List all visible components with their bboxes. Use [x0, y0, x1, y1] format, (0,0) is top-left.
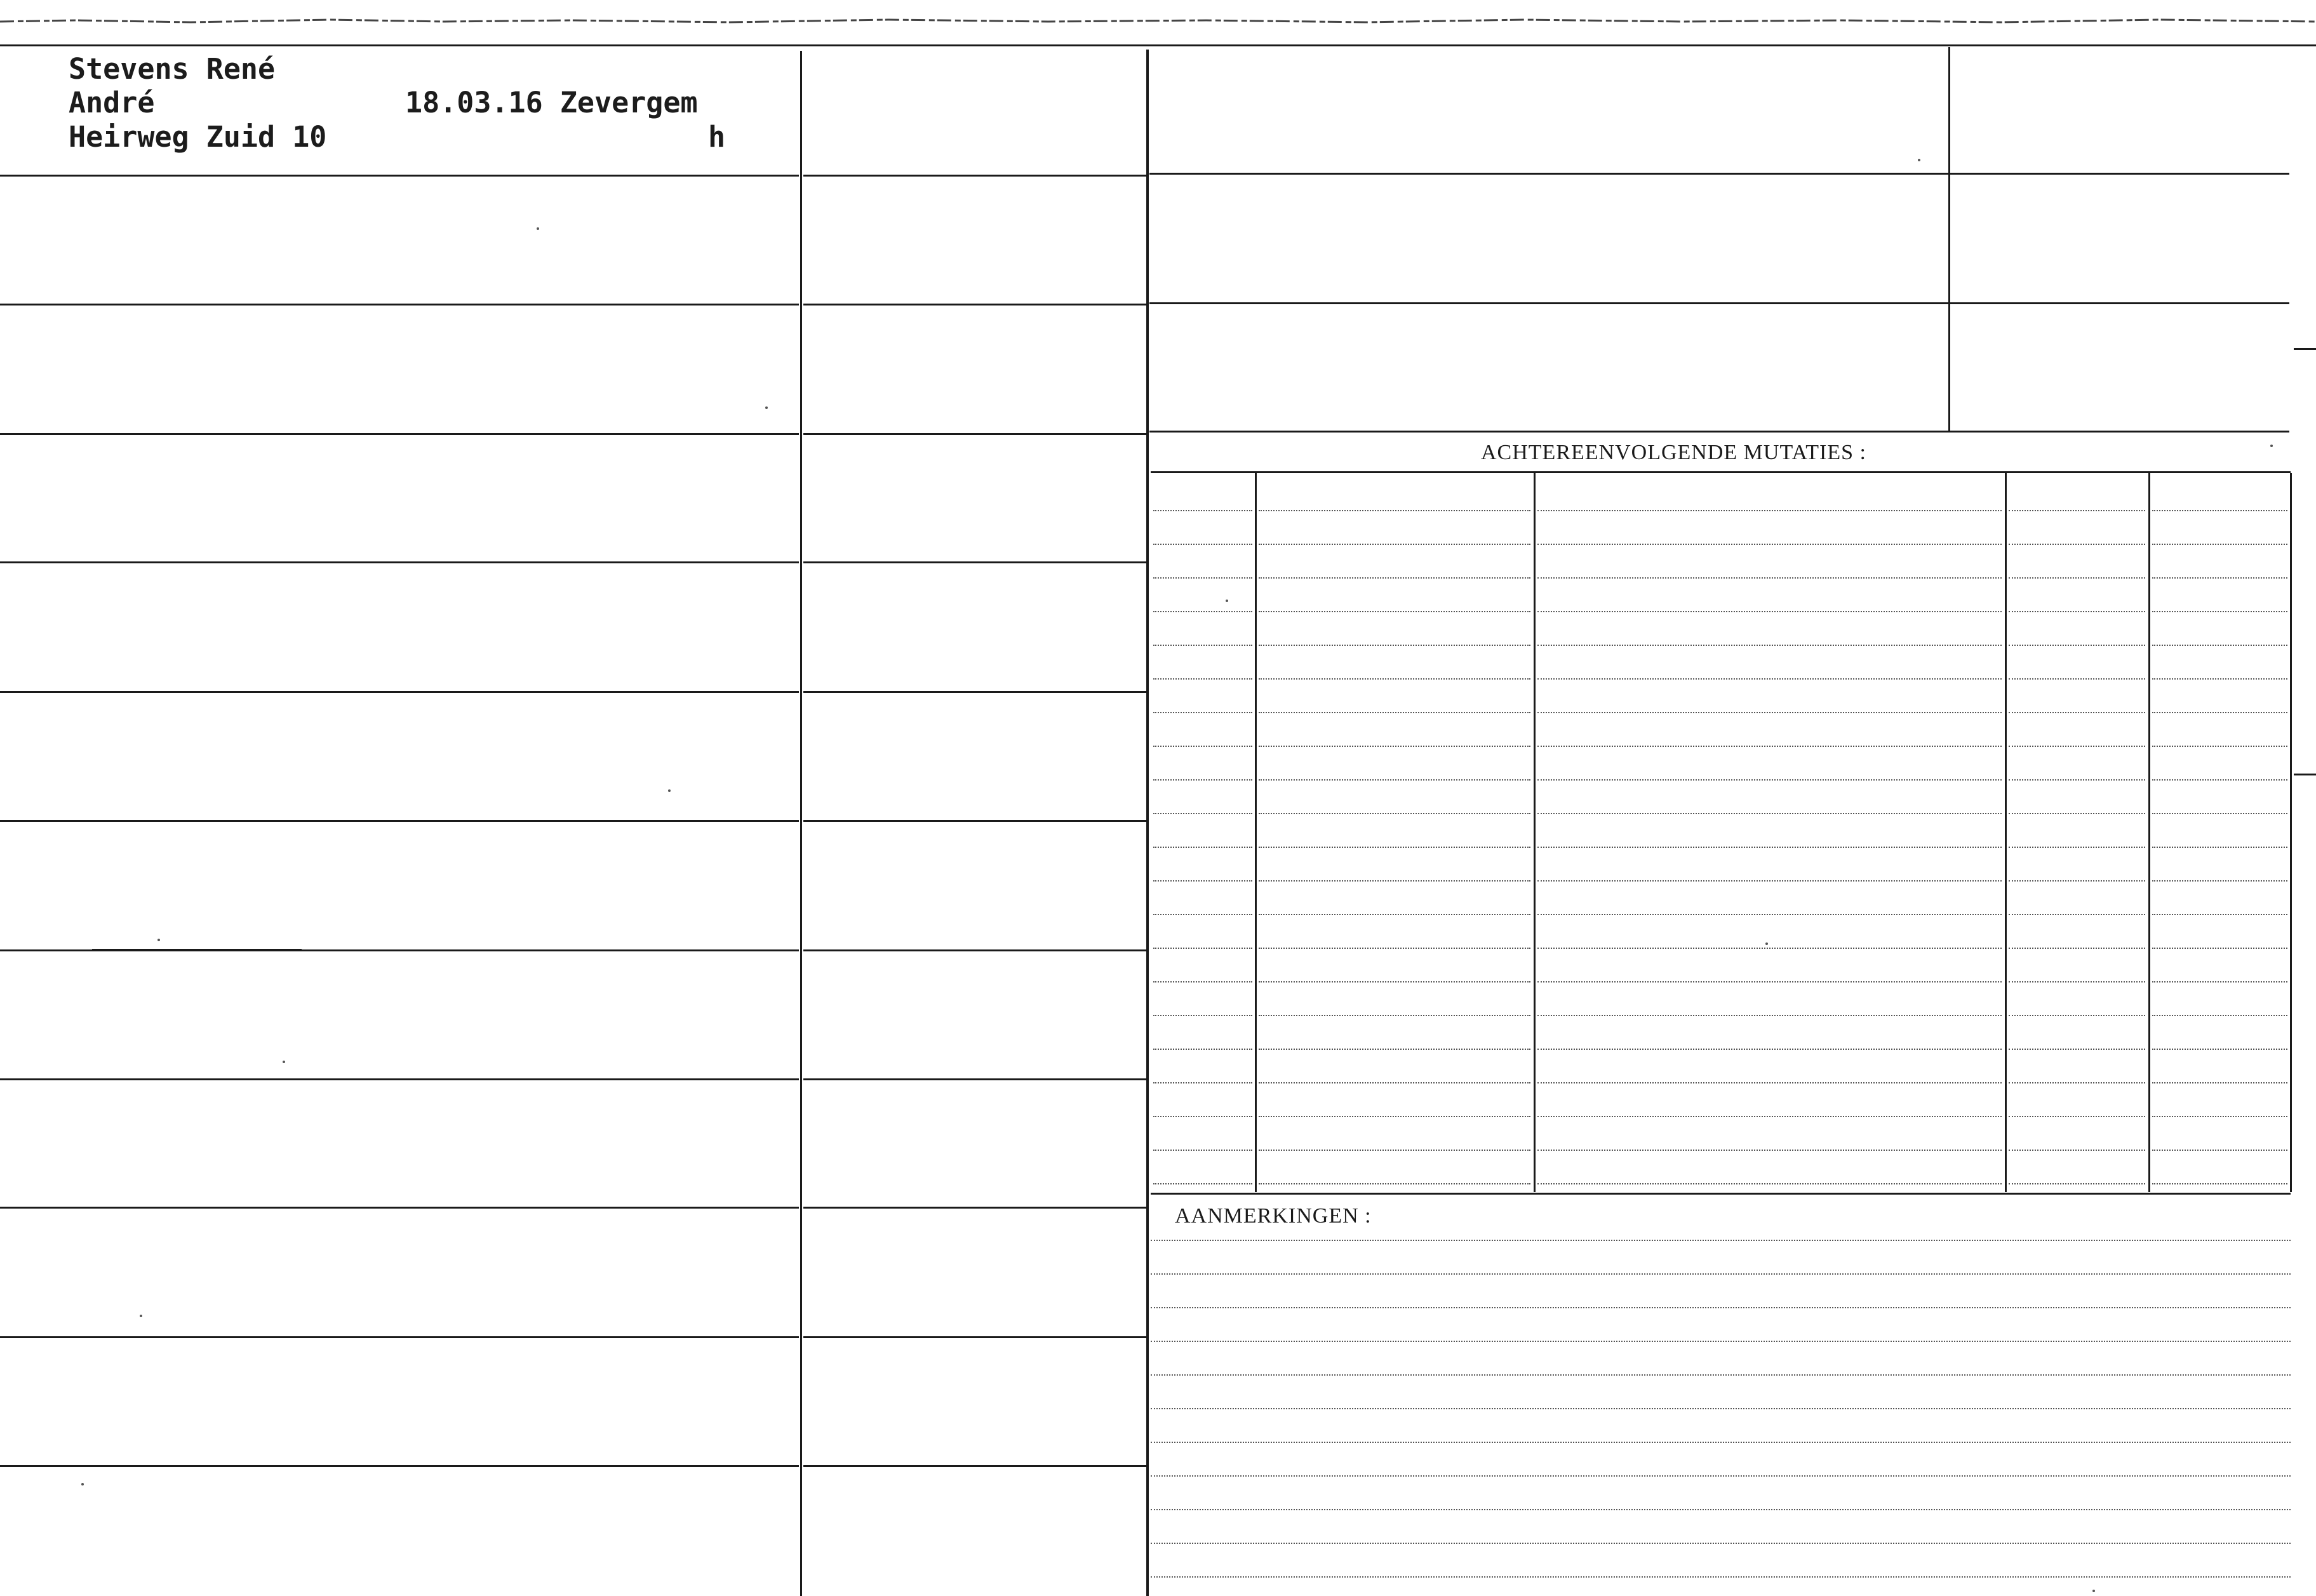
mutation-ruled-line	[2009, 645, 2145, 646]
header-row-rule	[1149, 173, 2289, 175]
left-row-rule	[0, 1078, 799, 1080]
mutation-ruled-line	[2152, 510, 2287, 511]
middle-row-rule	[803, 949, 1146, 951]
mutation-ruled-line	[1259, 1116, 1530, 1117]
mutation-ruled-line	[2152, 1082, 2287, 1083]
mutation-ruled-line	[1153, 880, 1252, 882]
mutation-ruled-line	[2009, 914, 2145, 915]
mutation-ruled-line	[1259, 914, 1530, 915]
mutation-ruled-line	[1259, 510, 1530, 511]
mutation-ruled-line	[1259, 1015, 1530, 1016]
remark-ruled-line	[1151, 1374, 2291, 1376]
scan-speck	[140, 1315, 142, 1317]
remark-ruled-line	[1151, 1543, 2291, 1544]
scan-speck	[81, 1483, 84, 1485]
remark-ruled-line	[1151, 1307, 2291, 1308]
scan-speck	[537, 227, 539, 230]
mutation-ruled-line	[1259, 813, 1530, 814]
remark-ruled-line	[1151, 1442, 2291, 1443]
margin-tick	[2294, 348, 2316, 350]
mutation-ruled-line	[1259, 611, 1530, 612]
mutation-ruled-line	[1153, 611, 1252, 612]
mutation-ruled-line	[2009, 712, 2145, 713]
mutation-ruled-line	[1259, 1082, 1530, 1083]
mutation-ruled-line	[1259, 678, 1530, 680]
mutation-ruled-line	[2152, 779, 2287, 781]
remark-ruled-line	[1151, 1408, 2291, 1409]
mutation-ruled-line	[1537, 948, 2002, 949]
header-divider	[1948, 47, 1950, 431]
left-row-rule	[0, 561, 799, 563]
mutation-ruled-line	[1537, 914, 2002, 915]
left-column-divider	[800, 51, 802, 1596]
mutation-ruled-line	[1153, 544, 1252, 545]
mutation-ruled-line	[2152, 914, 2287, 915]
mutation-ruled-line	[2009, 510, 2145, 511]
scan-speck	[1226, 600, 1228, 602]
mutation-ruled-line	[2152, 611, 2287, 612]
remark-ruled-line	[1151, 1475, 2291, 1477]
middle-row-rule	[803, 304, 1146, 305]
header-row-rule	[1149, 431, 2289, 433]
mutation-ruled-line	[1153, 645, 1252, 646]
left-row-rule	[0, 1336, 799, 1338]
mutation-ruled-line	[1153, 577, 1252, 579]
mutation-ruled-line	[1153, 1015, 1252, 1016]
mutation-ruled-line	[2152, 847, 2287, 848]
mutation-ruled-line	[1153, 510, 1252, 511]
scan-speck	[157, 939, 160, 941]
mutations-col-divider	[2005, 473, 2007, 1192]
mutation-ruled-line	[1259, 948, 1530, 949]
mutation-ruled-line	[1153, 914, 1252, 915]
mutation-ruled-line	[2152, 1049, 2287, 1050]
birth-date-place: 18.03.16 Zevergem	[405, 86, 698, 119]
margin-tick	[2294, 774, 2316, 775]
scanned-top-edge	[0, 17, 2316, 25]
top-rule	[0, 44, 2316, 46]
left-row-rule	[0, 1207, 799, 1209]
mutation-ruled-line	[1259, 577, 1530, 579]
mutation-ruled-line	[2152, 678, 2287, 680]
mutation-ruled-line	[1537, 645, 2002, 646]
mutation-ruled-line	[2009, 880, 2145, 882]
mutation-ruled-line	[1153, 948, 1252, 949]
scan-speck	[2270, 445, 2273, 447]
mutation-ruled-line	[2152, 1015, 2287, 1016]
mutation-ruled-line	[1537, 611, 2002, 612]
mutations-col-divider	[1255, 473, 1257, 1192]
mutation-ruled-line	[2009, 948, 2145, 949]
mutation-ruled-line	[2152, 948, 2287, 949]
mutation-ruled-line	[1537, 1116, 2002, 1117]
remark-ruled-line	[1151, 1341, 2291, 1342]
mutation-ruled-line	[1537, 813, 2002, 814]
remark-ruled-line	[1151, 1240, 2291, 1241]
mutations-col-divider	[1534, 473, 1536, 1192]
mutation-ruled-line	[2009, 779, 2145, 781]
mutation-ruled-line	[2152, 880, 2287, 882]
mutation-ruled-line	[1537, 880, 2002, 882]
mutation-ruled-line	[1259, 779, 1530, 781]
mutation-ruled-line	[2152, 746, 2287, 747]
mutation-ruled-line	[2009, 1150, 2145, 1151]
mutation-ruled-line	[1259, 847, 1530, 848]
mutation-ruled-line	[1259, 981, 1530, 982]
mutation-ruled-line	[2152, 1183, 2287, 1184]
left-row-rule	[0, 433, 799, 435]
stray-mark	[92, 949, 302, 951]
mutation-ruled-line	[1153, 847, 1252, 848]
address: Heirweg Zuid 10	[69, 120, 327, 154]
mutations-col-divider	[2148, 473, 2150, 1192]
mutation-ruled-line	[1259, 880, 1530, 882]
mutation-ruled-line	[1537, 1183, 2002, 1184]
mutation-ruled-line	[2152, 544, 2287, 545]
middle-column-divider	[1146, 50, 1149, 1596]
middle-row-rule	[803, 691, 1146, 693]
left-row-rule	[0, 175, 799, 177]
mutation-ruled-line	[2152, 1116, 2287, 1117]
mutation-ruled-line	[1537, 746, 2002, 747]
middle-row-rule	[803, 433, 1146, 435]
mutation-ruled-line	[1537, 1082, 2002, 1083]
mutation-ruled-line	[2009, 577, 2145, 579]
mutation-ruled-line	[1153, 1150, 1252, 1151]
mutation-ruled-line	[2009, 1116, 2145, 1117]
mutation-ruled-line	[2009, 1082, 2145, 1083]
middle-row-rule	[803, 175, 1146, 177]
mutation-ruled-line	[2152, 577, 2287, 579]
mutation-ruled-line	[1537, 544, 2002, 545]
mutation-ruled-line	[2009, 746, 2145, 747]
middle-row-rule	[803, 1078, 1146, 1080]
middle-row-rule	[803, 1207, 1146, 1209]
mutation-ruled-line	[2152, 645, 2287, 646]
middle-row-rule	[803, 561, 1146, 563]
mutation-ruled-line	[1153, 678, 1252, 680]
middle-row-rule	[803, 1336, 1146, 1338]
surname-firstname: Stevens René	[69, 52, 276, 86]
middle-row-rule	[803, 1465, 1146, 1467]
mutation-ruled-line	[1153, 981, 1252, 982]
mutation-ruled-line	[2152, 712, 2287, 713]
mutation-ruled-line	[1537, 712, 2002, 713]
mutation-ruled-line	[1259, 1150, 1530, 1151]
second-name: André	[69, 86, 155, 119]
mutation-ruled-line	[1153, 1116, 1252, 1117]
remark-ruled-line	[1151, 1509, 2291, 1510]
middle-row-rule	[803, 820, 1146, 822]
scan-speck	[2092, 1590, 2095, 1592]
mutation-ruled-line	[1259, 746, 1530, 747]
mutations-col-divider	[2290, 473, 2292, 1192]
mutation-ruled-line	[1153, 813, 1252, 814]
mutation-ruled-line	[1537, 577, 2002, 579]
mutation-ruled-line	[2152, 813, 2287, 814]
remark-ruled-line	[1151, 1576, 2291, 1578]
mutation-ruled-line	[2009, 611, 2145, 612]
mutation-ruled-line	[2152, 981, 2287, 982]
mutation-ruled-line	[1259, 1183, 1530, 1184]
mutation-ruled-line	[1259, 1049, 1530, 1050]
left-row-rule	[0, 691, 799, 693]
mutation-ruled-line	[1537, 1049, 2002, 1050]
scan-speck	[283, 1061, 285, 1063]
header-row-rule	[1149, 302, 2289, 304]
mutation-ruled-line	[1153, 779, 1252, 781]
mutation-ruled-line	[1537, 847, 2002, 848]
mutation-ruled-line	[2009, 1015, 2145, 1016]
mutation-ruled-line	[2009, 981, 2145, 982]
mutation-ruled-line	[2009, 678, 2145, 680]
left-row-rule	[0, 304, 799, 305]
remarks-heading: AANMERKINGEN :	[1175, 1204, 1372, 1228]
scan-speck	[765, 406, 768, 409]
left-row-rule	[0, 820, 799, 822]
mutation-ruled-line	[1259, 712, 1530, 713]
mutation-ruled-line	[1537, 678, 2002, 680]
mutations-heading: ACHTEREENVOLGENDE MUTATIES :	[1481, 441, 1866, 464]
mutation-ruled-line	[1537, 779, 2002, 781]
mutation-ruled-line	[2009, 1183, 2145, 1184]
remark-ruled-line	[1151, 1273, 2291, 1275]
mutation-ruled-line	[1153, 712, 1252, 713]
mutation-ruled-line	[1259, 645, 1530, 646]
mutation-ruled-line	[1537, 510, 2002, 511]
mutation-ruled-line	[2009, 544, 2145, 545]
mutation-ruled-line	[1153, 746, 1252, 747]
mutation-ruled-line	[2009, 1049, 2145, 1050]
mutations-top-rule	[1151, 471, 2291, 473]
mark: h	[708, 120, 726, 154]
mutation-ruled-line	[1153, 1183, 1252, 1184]
mutation-ruled-line	[1537, 1150, 2002, 1151]
scan-speck	[668, 789, 671, 792]
mutation-ruled-line	[1259, 544, 1530, 545]
scan-speck	[1765, 942, 1768, 945]
mutations-bottom-rule	[1151, 1193, 2291, 1195]
mutation-ruled-line	[1537, 981, 2002, 982]
mutation-ruled-line	[1153, 1082, 1252, 1083]
mutation-ruled-line	[2009, 813, 2145, 814]
mutation-ruled-line	[1153, 1049, 1252, 1050]
mutation-ruled-line	[2152, 1150, 2287, 1151]
mutation-ruled-line	[1537, 1015, 2002, 1016]
mutation-ruled-line	[2009, 847, 2145, 848]
scan-speck	[1918, 159, 1920, 161]
left-row-rule	[0, 1465, 799, 1467]
